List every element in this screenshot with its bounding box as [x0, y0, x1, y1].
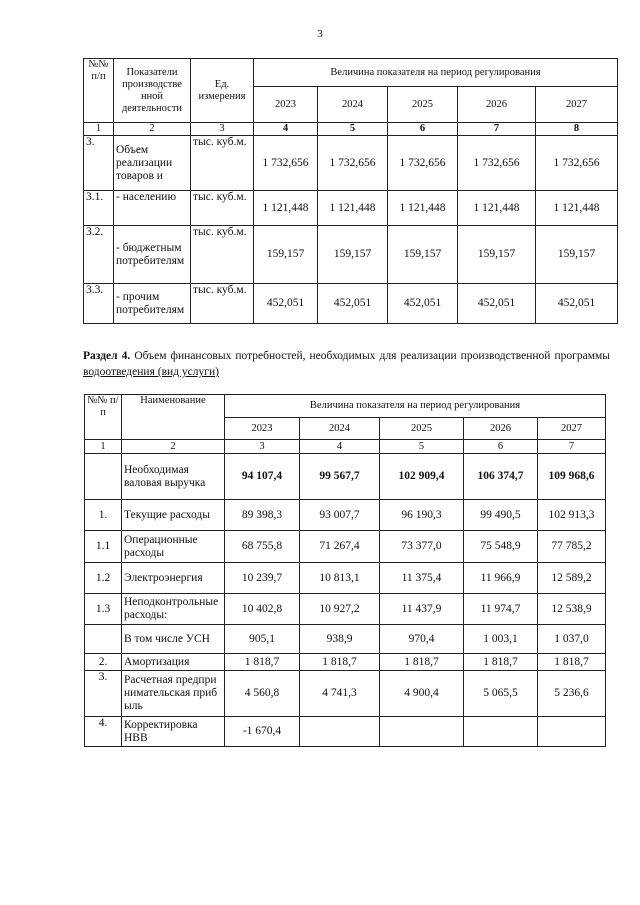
cell-value: 10 239,7	[225, 563, 300, 594]
col-number: 6	[464, 440, 538, 454]
row-num: 3.	[85, 671, 122, 717]
cell-value: 1 818,7	[300, 654, 380, 671]
table-row	[85, 454, 606, 500]
cell-value: 159,157	[254, 226, 318, 284]
cell-value: 10 813,1	[300, 563, 380, 594]
table-row	[85, 500, 606, 531]
row-num: 3.	[84, 136, 114, 191]
table-row	[85, 671, 606, 717]
section-4-label: Раздел 4.	[83, 350, 131, 362]
row-num: 3.1.	[84, 191, 114, 226]
col-header-period: Величина показателя на период регулирования	[225, 395, 606, 418]
cell-value: 159,157	[536, 226, 618, 284]
cell-value: 68 755,8	[225, 531, 300, 563]
cell-value: 102 909,4	[380, 454, 464, 500]
row-name: Операционные расходы	[122, 531, 225, 563]
cell-value: 905,1	[225, 625, 300, 654]
table-row	[85, 531, 606, 563]
year-header: 2027	[538, 418, 606, 440]
cell-value: 1 732,656	[388, 136, 458, 191]
cell-value: 5 236,6	[538, 671, 606, 717]
row-name: В том числе УСН	[122, 625, 225, 654]
row-num: 4.	[85, 717, 122, 747]
cell-value	[300, 717, 380, 747]
cell-value: 1 732,656	[536, 136, 618, 191]
cell-value	[464, 717, 538, 747]
table-row	[84, 284, 618, 324]
row-name: Необходимая валовая выручка	[122, 454, 225, 500]
financial-needs-table	[84, 394, 606, 747]
cell-value: 1 732,656	[318, 136, 388, 191]
row-unit: тыс. куб.м.	[191, 284, 254, 324]
cell-value: 106 374,7	[464, 454, 538, 500]
cell-value: 1 818,7	[538, 654, 606, 671]
cell-value: 1 037,0	[538, 625, 606, 654]
row-name: Электроэнергия	[122, 563, 225, 594]
col-header-name: Наименование	[122, 395, 225, 440]
cell-value: 938,9	[300, 625, 380, 654]
cell-value: 75 548,9	[464, 531, 538, 563]
cell-value: 11 966,9	[464, 563, 538, 594]
cell-value: 99 490,5	[464, 500, 538, 531]
cell-value: 71 267,4	[300, 531, 380, 563]
table-row	[85, 563, 606, 594]
cell-value: 5 065,5	[464, 671, 538, 717]
col-number: 3	[225, 440, 300, 454]
row-num: 1.1	[85, 531, 122, 563]
cell-value: 4 900,4	[380, 671, 464, 717]
row-name: - населению	[114, 191, 191, 226]
row-name: Объем реализации товаров и	[114, 136, 191, 191]
row-unit: тыс. куб.м.	[191, 226, 254, 284]
page-number: 3	[317, 28, 323, 40]
table-row	[85, 625, 606, 654]
row-name: Расчетная предпринимательская прибыль	[122, 671, 225, 717]
cell-value: -1 670,4	[225, 717, 300, 747]
col-number: 7	[538, 440, 606, 454]
col-header-num: №№ п/п	[84, 59, 114, 123]
cell-value: 11 974,7	[464, 594, 538, 625]
col-header-indicator: Показатели производстве нной деятельности	[114, 59, 191, 123]
cell-value: 10 402,8	[225, 594, 300, 625]
cell-value: 12 538,9	[538, 594, 606, 625]
row-num: 3.3.	[84, 284, 114, 324]
cell-value: 102 913,3	[538, 500, 606, 531]
cell-value: 452,051	[388, 284, 458, 324]
cell-value: 11 437,9	[380, 594, 464, 625]
table-row	[85, 654, 606, 671]
row-name: - прочим потребителям	[114, 284, 191, 324]
cell-value: 1 121,448	[536, 191, 618, 226]
cell-value: 77 785,2	[538, 531, 606, 563]
year-header: 2023	[225, 418, 300, 440]
col-number: 1	[85, 440, 122, 454]
table-row	[84, 191, 618, 226]
cell-value: 93 007,7	[300, 500, 380, 531]
row-name: - бюджетным потребителям	[114, 226, 191, 284]
table-row	[84, 226, 618, 284]
section-4-service: водоотведения (вид услуги)	[83, 366, 219, 378]
cell-value: 1 121,448	[388, 191, 458, 226]
year-header: 2024	[300, 418, 380, 440]
col-number: 5	[318, 123, 388, 136]
year-header: 2025	[380, 418, 464, 440]
row-unit: тыс. куб.м.	[191, 191, 254, 226]
col-number: 2	[114, 123, 191, 136]
row-num: 1.2	[85, 563, 122, 594]
section-4-title	[83, 348, 610, 380]
table-row	[85, 594, 606, 625]
year-header: 2027	[536, 87, 618, 123]
row-num	[85, 625, 122, 654]
cell-value: 89 398,3	[225, 500, 300, 531]
row-unit: тыс. куб.м.	[191, 136, 254, 191]
cell-value: 12 589,2	[538, 563, 606, 594]
col-number: 4	[254, 123, 318, 136]
row-name: Неподконтрольные расходы:	[122, 594, 225, 625]
cell-value: 1 818,7	[464, 654, 538, 671]
row-num: 1.	[85, 500, 122, 531]
cell-value	[538, 717, 606, 747]
cell-value: 94 107,4	[225, 454, 300, 500]
cell-value: 1 003,1	[464, 625, 538, 654]
cell-value: 452,051	[536, 284, 618, 324]
col-header-period: Величина показателя на период регулирования	[254, 59, 618, 87]
cell-value: 99 567,7	[300, 454, 380, 500]
cell-value: 970,4	[380, 625, 464, 654]
cell-value	[380, 717, 464, 747]
cell-value: 1 818,7	[225, 654, 300, 671]
col-number: 6	[388, 123, 458, 136]
year-header: 2025	[388, 87, 458, 123]
cell-value: 1 732,656	[254, 136, 318, 191]
cell-value: 1 818,7	[380, 654, 464, 671]
year-header: 2026	[464, 418, 538, 440]
cell-value: 11 375,4	[380, 563, 464, 594]
row-num	[85, 454, 122, 500]
cell-value: 1 732,656	[458, 136, 536, 191]
cell-value: 452,051	[318, 284, 388, 324]
cell-value: 96 190,3	[380, 500, 464, 531]
cell-value: 1 121,448	[458, 191, 536, 226]
cell-value: 10 927,2	[300, 594, 380, 625]
cell-value: 109 968,6	[538, 454, 606, 500]
col-number: 3	[191, 123, 254, 136]
row-num: 3.2.	[84, 226, 114, 284]
cell-value: 159,157	[388, 226, 458, 284]
year-header: 2023	[254, 87, 318, 123]
col-number: 5	[380, 440, 464, 454]
col-number: 2	[122, 440, 225, 454]
cell-value: 159,157	[458, 226, 536, 284]
cell-value: 4 741,3	[300, 671, 380, 717]
col-header-unit: Ед. измерения	[191, 59, 254, 123]
cell-value: 452,051	[458, 284, 536, 324]
table-row	[85, 717, 606, 747]
col-number: 7	[458, 123, 536, 136]
year-header: 2024	[318, 87, 388, 123]
row-num: 2.	[85, 654, 122, 671]
cell-value: 4 560,8	[225, 671, 300, 717]
col-number: 4	[300, 440, 380, 454]
row-num: 1.3	[85, 594, 122, 625]
row-name: Амортизация	[122, 654, 225, 671]
year-header: 2026	[458, 87, 536, 123]
section-4-text: Объем финансовых потребностей, необходимых для реализации производственной программы	[134, 350, 611, 362]
cell-value: 159,157	[318, 226, 388, 284]
cell-value: 452,051	[254, 284, 318, 324]
production-indicators-table	[83, 58, 618, 324]
cell-value: 1 121,448	[254, 191, 318, 226]
col-number: 8	[536, 123, 618, 136]
row-name: Корректировка НВВ	[122, 717, 225, 747]
col-header-num: №№ п/п	[85, 395, 122, 440]
col-number: 1	[84, 123, 114, 136]
row-name: Текущие расходы	[122, 500, 225, 531]
table-row	[84, 136, 618, 191]
cell-value: 73 377,0	[380, 531, 464, 563]
cell-value: 1 121,448	[318, 191, 388, 226]
